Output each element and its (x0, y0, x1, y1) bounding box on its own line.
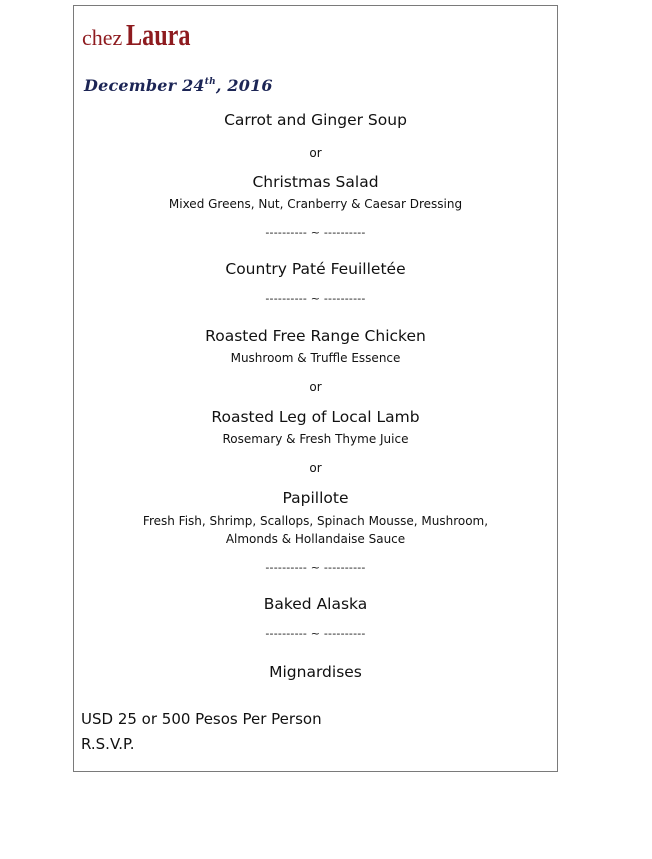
dish-roasted-lamb: Roasted Leg of Local Lamb (211, 408, 420, 426)
or-divider: or (309, 146, 322, 160)
dish-baked-alaska: Baked Alaska (263, 595, 368, 613)
dish-christmas-salad-description: Mixed Greens, Nut, Cranberry & Caesar Dressing (168, 197, 463, 211)
or-divider: or (309, 380, 322, 394)
course-separator: ---------- ~ ---------- (265, 292, 366, 305)
dish-roasted-lamb-description: Rosemary & Fresh Thyme Juice (222, 432, 409, 446)
rsvp-note: R.S.V.P. (81, 735, 135, 753)
course-separator: ---------- ~ ---------- (265, 561, 366, 574)
or-divider: or (309, 461, 322, 475)
dish-papillote-description-line-1: Fresh Fish, Shrimp, Scallops, Spinach Mousse, Mushroom, (142, 514, 489, 528)
date-suffix: th (204, 77, 216, 87)
logo-chez: chez (82, 25, 123, 50)
date-year: , 2016 (215, 76, 273, 95)
dish-christmas-salad: Christmas Salad (252, 173, 379, 191)
restaurant-logo (82, 19, 209, 50)
date-main: December 24 (84, 76, 205, 95)
dish-papillote: Papillote (282, 489, 349, 507)
dish-roasted-chicken-description: Mushroom & Truffle Essence (230, 351, 401, 365)
menu-card (73, 5, 558, 772)
course-separator: ---------- ~ ---------- (265, 226, 366, 239)
dish-mignardises: Mignardises (269, 663, 362, 681)
course-separator: ---------- ~ ---------- (265, 627, 366, 640)
price-info: USD 25 or 500 Pesos Per Person (81, 710, 322, 728)
menu-date (84, 76, 273, 95)
dish-carrot-ginger-soup: Carrot and Ginger Soup (224, 111, 407, 129)
dish-country-pate: Country Paté Feuilletée (225, 260, 406, 278)
logo-laura: Laura (126, 17, 191, 52)
dish-papillote-description-line-2: Almonds & Hollandaise Sauce (225, 532, 406, 546)
dish-roasted-chicken: Roasted Free Range Chicken (205, 327, 426, 345)
